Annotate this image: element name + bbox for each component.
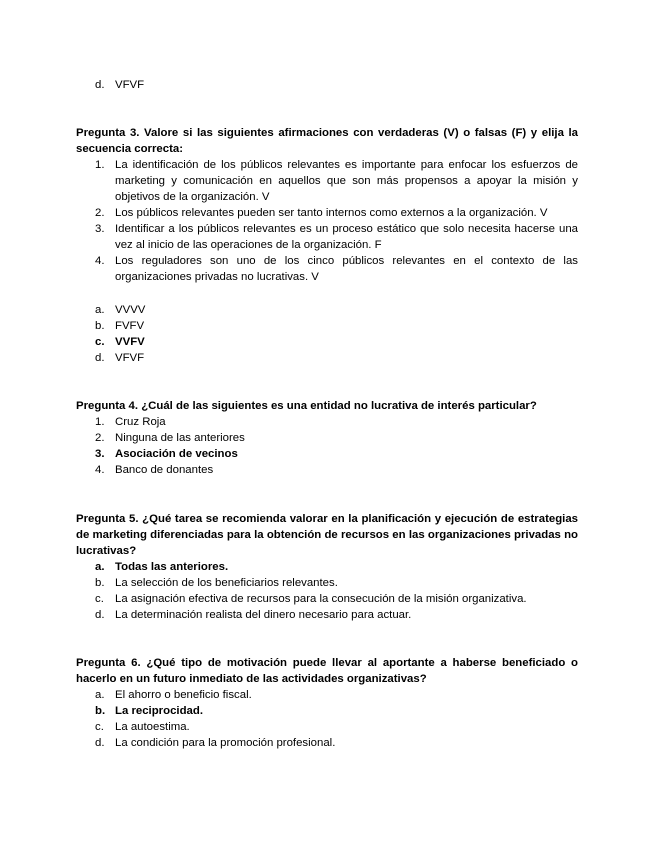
option-letter: a. <box>95 561 105 573</box>
option-letter: d. <box>95 737 105 749</box>
option-text: Banco de donantes <box>115 464 214 476</box>
option-letter: d. <box>95 609 105 621</box>
option-item <box>76 591 578 607</box>
option-letter: b. <box>95 705 106 717</box>
option-letter: a. <box>95 304 105 316</box>
option-item <box>76 350 578 366</box>
option-item <box>76 77 578 93</box>
option-text: VFVF <box>115 79 145 91</box>
question-4-title: Pregunta 4. ¿Cuál de las siguientes es una entidad no lucrativa de interés particular? <box>76 400 537 412</box>
option-text: Cruz Roja <box>115 416 166 428</box>
statement-item <box>76 157 578 205</box>
option-text: FVFV <box>115 320 145 332</box>
option-text: La reciprocidad. <box>115 705 203 717</box>
option-text: El ahorro o beneficio fiscal. <box>115 689 252 701</box>
option-item <box>76 575 578 591</box>
option-text: VVFV <box>115 336 145 348</box>
option-letter: d. <box>95 79 105 91</box>
statement-number: 4. <box>95 255 105 267</box>
question-3-title: Pregunta 3. Valore si las siguientes afirmaciones con verdaderas (V) o falsas (F) y elija la secuencia correcta: <box>76 127 578 155</box>
question-6-title: Pregunta 6. ¿Qué tipo de motivación puede llevar al aportante a haberse beneficiado o hacerlo en un futuro inmediato de las actividades organizativas? <box>76 657 578 685</box>
statement-text: Identificar a los públicos relevantes es un proceso estático que solo necesita hacerse una vez al inicio de las operaciones de la organización. F <box>115 223 578 251</box>
option-letter: c. <box>95 336 105 348</box>
option-letter: c. <box>95 593 104 605</box>
previous-question-tail <box>76 77 578 93</box>
correct-option-item <box>76 703 578 719</box>
option-text: La asignación efectiva de recursos para la consecución de la misión organizativa. <box>115 593 527 605</box>
option-letter: b. <box>95 320 105 332</box>
question-5-title: Pregunta 5. ¿Qué tarea se recomienda valorar en la planificación y ejecución de estrategias de marketing diferenciadas para la obtención de recursos en las organizaciones privadas no lucrativas? <box>76 513 578 557</box>
option-text: La condición para la promoción profesional. <box>115 737 336 749</box>
option-number: 2. <box>95 432 105 444</box>
option-item <box>76 735 578 751</box>
question-3 <box>76 125 578 285</box>
option-item <box>76 687 578 703</box>
option-text: La autoestima. <box>115 721 190 733</box>
option-item <box>76 462 578 478</box>
question-6 <box>76 655 578 751</box>
option-number: 4. <box>95 464 105 476</box>
statement-text: La identificación de los públicos relevantes es importante para enfocar los esfuerzos de marketing y comunicación en aquellos que son más propensos a apoyar la misión y objetivos de la organización. V <box>115 159 578 203</box>
correct-option-item <box>76 559 578 575</box>
option-letter: d. <box>95 352 105 364</box>
option-text: VVVV <box>115 304 146 316</box>
option-item <box>76 318 578 334</box>
statement-item <box>76 221 578 253</box>
option-item <box>76 302 578 318</box>
correct-option-item <box>76 446 578 462</box>
option-letter: a. <box>95 689 105 701</box>
statement-text: Los reguladores son uno de los cinco públicos relevantes en el contexto de las organizaciones privadas no lucrativas. V <box>115 255 578 283</box>
option-text: Asociación de vecinos <box>115 448 238 460</box>
option-text: La determinación realista del dinero necesario para actuar. <box>115 609 412 621</box>
option-text: La selección de los beneficiarios relevantes. <box>115 577 338 589</box>
statement-number: 3. <box>95 223 105 235</box>
statement-number: 1. <box>95 159 105 171</box>
option-item <box>76 414 578 430</box>
question-4 <box>76 398 578 478</box>
statement-number: 2. <box>95 207 105 219</box>
option-letter: b. <box>95 577 105 589</box>
option-item <box>76 607 578 623</box>
option-item <box>76 430 578 446</box>
option-number: 1. <box>95 416 105 428</box>
statement-item <box>76 253 578 285</box>
option-text: VFVF <box>115 352 145 364</box>
question-3-options <box>76 302 578 366</box>
option-text: Todas las anteriores. <box>115 561 229 573</box>
option-number: 3. <box>95 448 105 460</box>
statement-text: Los públicos relevantes pueden ser tanto internos como externos a la organización. V <box>115 207 548 219</box>
statement-item <box>76 205 578 221</box>
option-letter: c. <box>95 721 104 733</box>
question-5 <box>76 511 578 623</box>
option-item <box>76 719 578 735</box>
correct-option-item <box>76 334 578 350</box>
option-text: Ninguna de las anteriores <box>115 432 245 444</box>
